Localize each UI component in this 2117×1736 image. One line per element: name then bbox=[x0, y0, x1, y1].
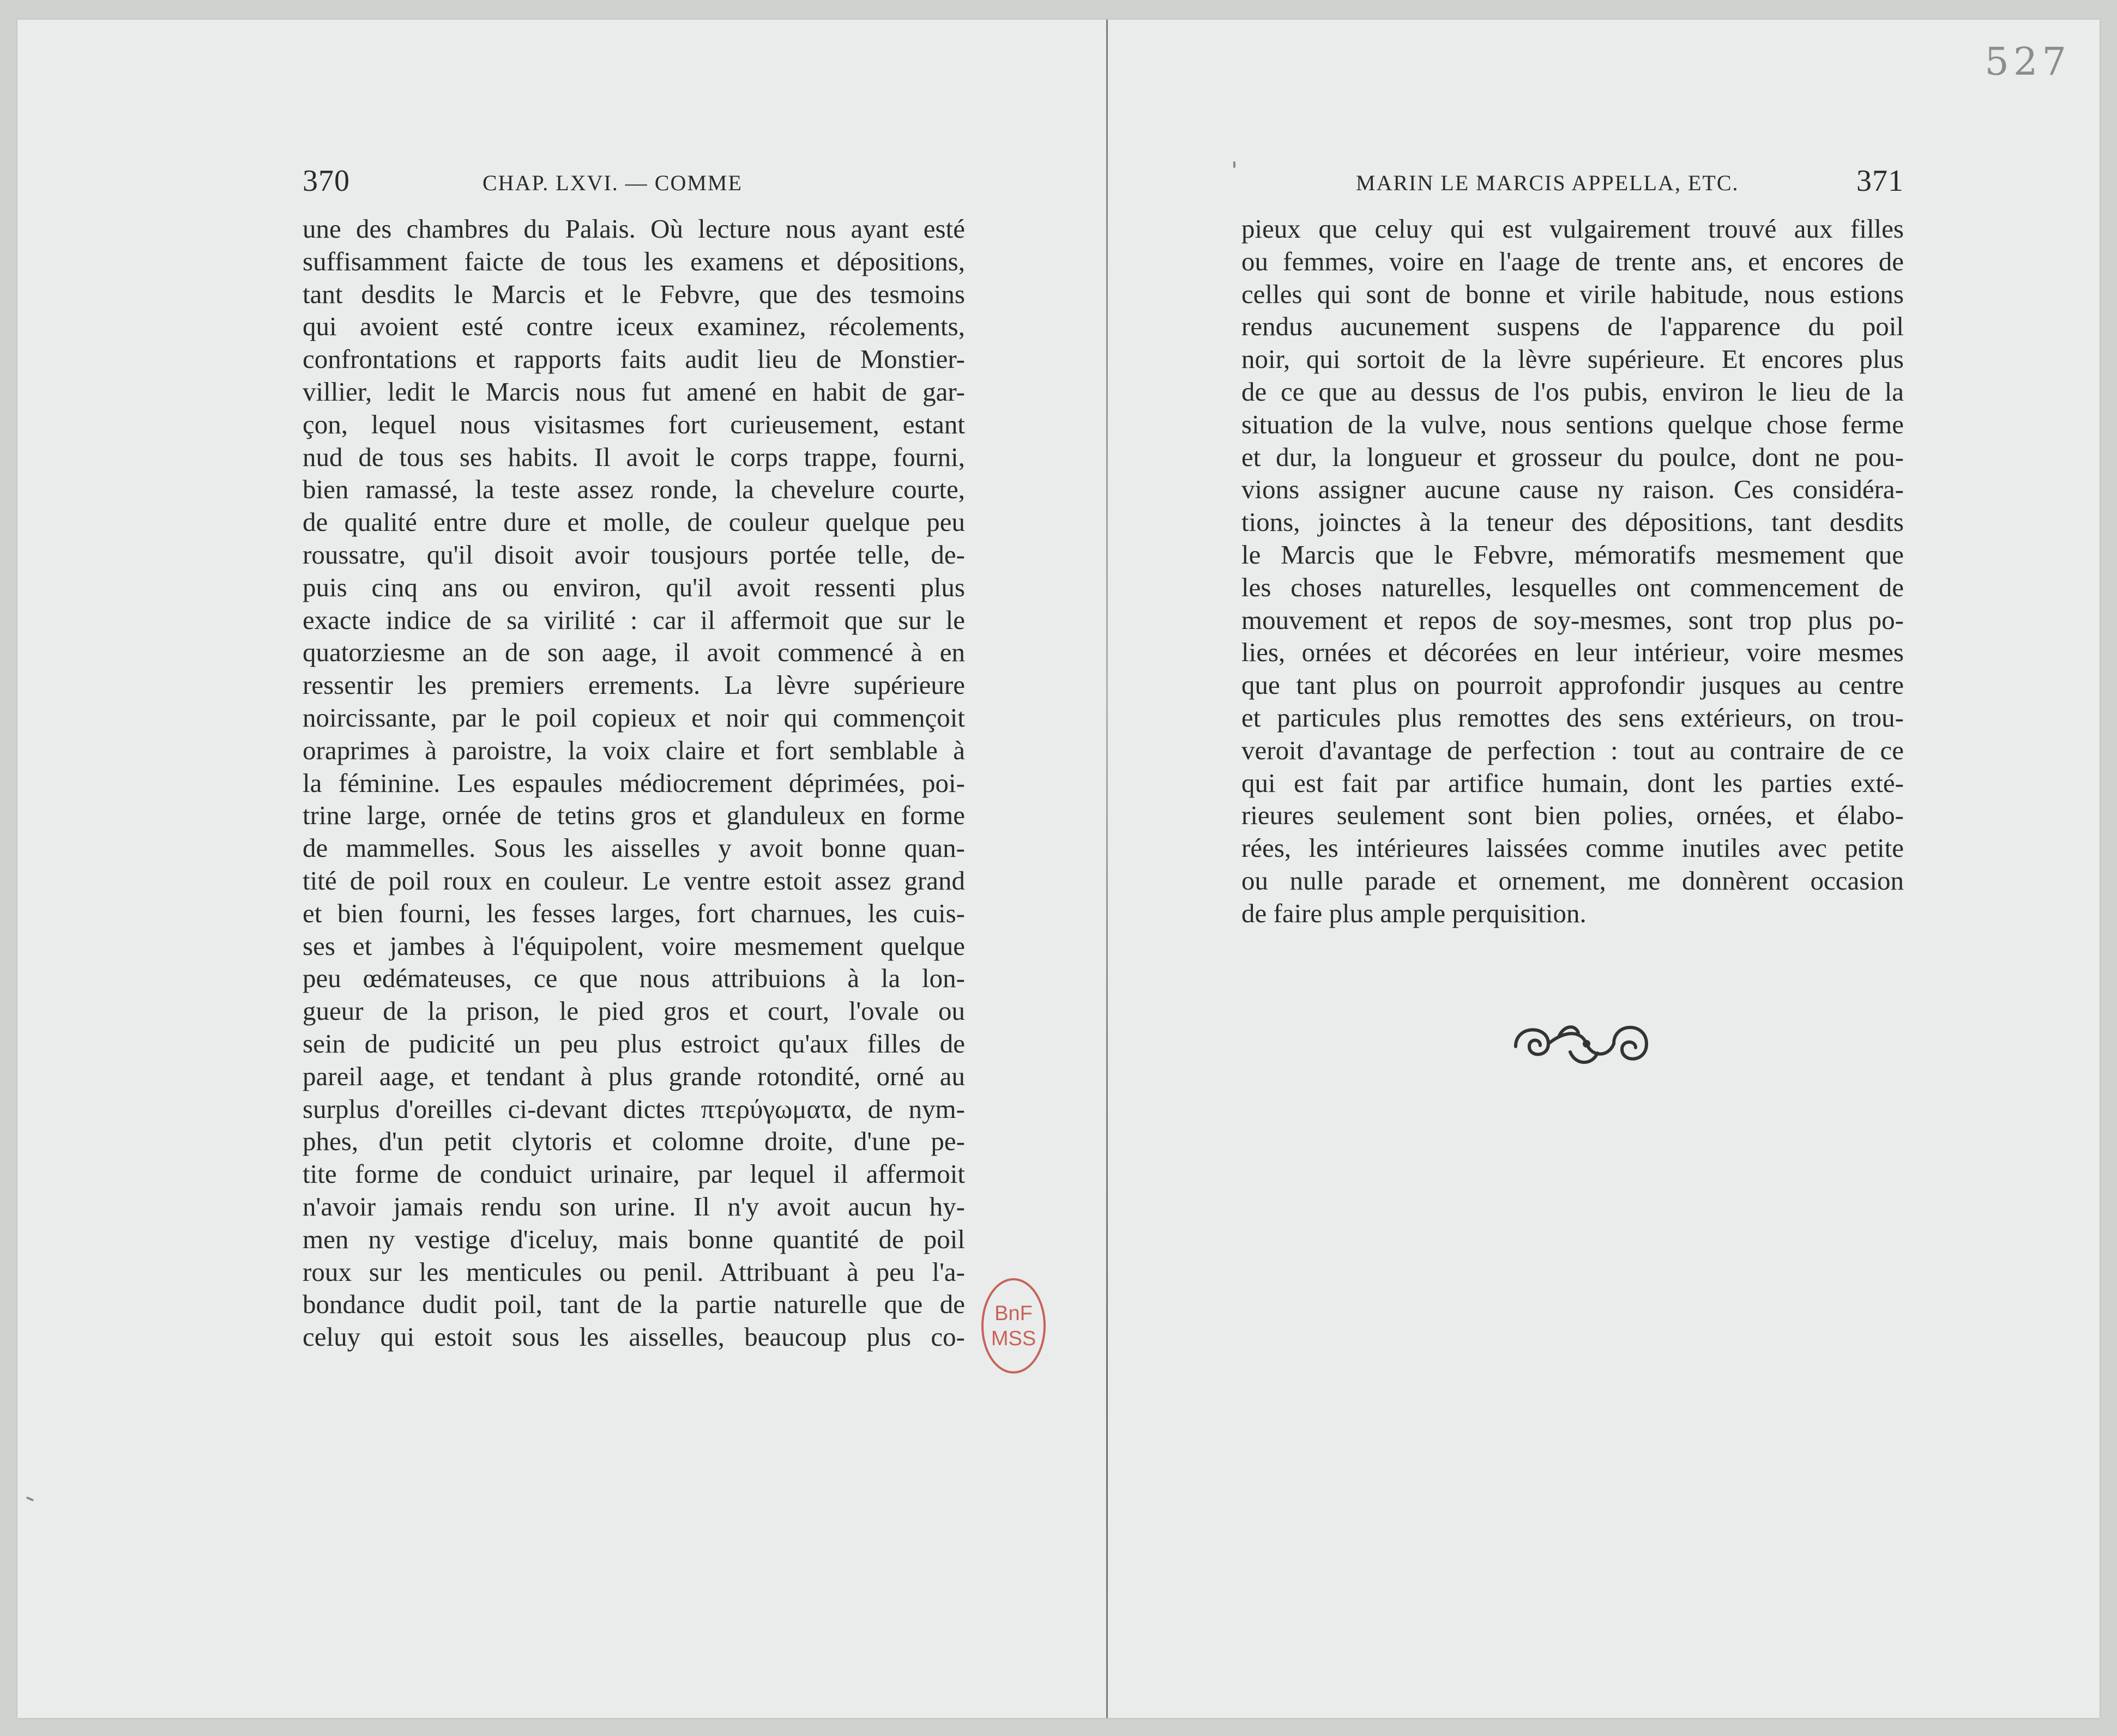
text-line: rendus aucunement suspens de l'apparence du poil bbox=[1241, 311, 1904, 342]
right-page-number: 371 bbox=[1856, 164, 1904, 198]
folio-number: 527 bbox=[1985, 39, 2071, 84]
text-line: lies, ornées et décorées en leur intérieur, voire mesmes bbox=[1241, 637, 1904, 668]
text-line: les choses naturelles, lesquelles ont commencement de bbox=[1241, 572, 1904, 602]
left-page-body bbox=[303, 213, 965, 1353]
text-line: de mammelles. Sous les aisselles y avoit bonne quan- bbox=[303, 833, 965, 863]
text-line: de qualité entre dure et molle, de couleur quelque peu bbox=[303, 507, 965, 537]
fleuron-ornament-icon bbox=[1505, 1014, 1657, 1074]
text-line: pieux que celuy qui est vulgairement trouvé aux filles bbox=[1241, 214, 1904, 244]
right-running-head-text: MARIN LE MARCIS APPELLA, ETC. bbox=[1356, 171, 1739, 195]
text-line: oraprimes à paroistre, la voix claire et fort semblable à bbox=[303, 735, 965, 765]
text-line: rées, les intérieures laissées comme inutiles avec petite bbox=[1241, 833, 1904, 863]
scan-speck bbox=[1233, 161, 1235, 168]
text-line: quatorziesme an de son aage, il avoit commencé à en bbox=[303, 637, 965, 668]
text-line: ressentir les premiers errements. La lèvre supérieure bbox=[303, 670, 965, 700]
text-line: sein de pudicité un peu plus estroict qu'aux filles de bbox=[303, 1028, 965, 1058]
right-page-body bbox=[1241, 213, 1904, 930]
text-line: tant desdits le Marcis et le Febvre, que des tesmoins bbox=[303, 279, 965, 309]
text-line: mouvement et repos de soy-mesmes, sont trop plus po- bbox=[1241, 604, 1904, 635]
text-line: roussatre, qu'il disoit avoir tousjours portée telle, de- bbox=[303, 539, 965, 570]
text-line: celuy qui estoit sous les aisselles, beaucoup plus co- bbox=[303, 1322, 965, 1352]
text-line: villier, ledit le Marcis nous fut amené en habit de gar- bbox=[303, 376, 965, 407]
text-line: tité de poil roux en couleur. Le ventre estoit assez grand bbox=[303, 865, 965, 896]
text-line: bondance dudit poil, tant de la partie naturelle que de bbox=[303, 1289, 965, 1320]
text-line: n'avoir jamais rendu son urine. Il n'y avoit aucun hy- bbox=[303, 1191, 965, 1221]
text-line: la féminine. Les espaules médiocrement déprimées, poi- bbox=[303, 767, 965, 798]
right-running-head bbox=[1241, 164, 1904, 213]
text-line: qui avoient esté contre iceux examinez, récolements, bbox=[303, 311, 965, 342]
left-page-number: 370 bbox=[303, 164, 350, 198]
text-line: celles qui sont de bonne et virile habitude, nous estions bbox=[1241, 279, 1904, 309]
stamp-line-2: MSS bbox=[991, 1327, 1036, 1350]
text-line: et dur, la longueur et grosseur du poulce, dont ne pou- bbox=[1241, 441, 1904, 472]
text-line: ou femmes, voire en l'aage de trente ans, et encores de bbox=[1241, 246, 1904, 276]
text-line: nud de tous ses habits. Il avoit le corps trappe, fourni, bbox=[303, 441, 965, 472]
text-line: phes, d'un petit clytoris et colomne droite, d'une pe- bbox=[303, 1126, 965, 1157]
text-line: confrontations et rapports faits audit lieu de Monstier- bbox=[303, 344, 965, 374]
bnf-library-stamp bbox=[981, 1278, 1046, 1374]
text-line: rieures seulement sont bien polies, ornées, et élabo- bbox=[1241, 800, 1904, 831]
text-line: puis cinq ans ou environ, qu'il avoit ressenti plus bbox=[303, 572, 965, 602]
text-line: veroit d'avantage de perfection : tout au contraire de ce bbox=[1241, 735, 1904, 765]
text-line: trine large, ornée de tetins gros et glanduleux en forme bbox=[303, 800, 965, 831]
text-line: tions, joinctes à la teneur des dépositions, tant desdits bbox=[1241, 507, 1904, 537]
text-line: surplus d'oreilles ci-devant dictes πτερύγωματα, de nym- bbox=[303, 1093, 965, 1124]
text-line: de faire plus ample perquisition. bbox=[1241, 898, 1587, 928]
left-running-head bbox=[303, 164, 965, 213]
text-line: et bien fourni, les fesses larges, fort charnues, les cuis- bbox=[303, 898, 965, 928]
text-line: qui est fait par artifice humain, dont les parties exté- bbox=[1241, 767, 1904, 798]
right-page bbox=[1241, 164, 1904, 930]
text-line: de ce que au dessus de l'os pubis, environ le lieu de la bbox=[1241, 376, 1904, 407]
text-line: suffisamment faicte de tous les examens et dépositions, bbox=[303, 246, 965, 276]
text-line: peu œdémateuses, ce que nous attribuions à la lon- bbox=[303, 963, 965, 994]
text-line: roux sur les menticules ou penil. Attribuant à peu l'a- bbox=[303, 1256, 965, 1287]
text-line: situation de la vulve, nous sentions quelque chose ferme bbox=[1241, 409, 1904, 439]
left-page bbox=[303, 164, 965, 1353]
text-line: exacte indice de sa virilité : car il affermoit que sur le bbox=[303, 604, 965, 635]
text-line: une des chambres du Palais. Où lecture nous ayant esté bbox=[303, 214, 965, 244]
text-line: que tant plus on pourroit approfondir jusques au centre bbox=[1241, 670, 1904, 700]
text-line: pareil aage, et tendant à plus grande rotondité, orné au bbox=[303, 1061, 965, 1091]
text-line: bien ramassé, la teste assez ronde, la chevelure courte, bbox=[303, 474, 965, 505]
text-line: tite forme de conduict urinaire, par lequel il affermoit bbox=[303, 1159, 965, 1189]
text-line: noircissante, par le poil copieux et noir qui commençoit bbox=[303, 702, 965, 733]
left-running-head-text: CHAP. LXVI. — COMME bbox=[482, 171, 743, 195]
page-fold-line bbox=[1106, 20, 1108, 1718]
text-line: vions assigner aucune cause ny raison. Ces considéra- bbox=[1241, 474, 1904, 505]
text-line: noir, qui sortoit de la lèvre supérieure. Et encores plus bbox=[1241, 344, 1904, 374]
text-line: ou nulle parade et ornement, me donnèrent occasion bbox=[1241, 865, 1904, 896]
text-line: gueur de la prison, le pied gros et court, l'ovale ou bbox=[303, 996, 965, 1026]
text-line: çon, lequel nous visitasmes fort curieusement, estant bbox=[303, 409, 965, 439]
stamp-line-1: BnF bbox=[994, 1302, 1033, 1325]
text-line: et particules plus remottes des sens extérieurs, on trou- bbox=[1241, 702, 1904, 733]
text-line: le Marcis que le Febvre, mémoratifs mesmement que bbox=[1241, 539, 1904, 570]
text-line: ses et jambes à l'équipolent, voire mesmement quelque bbox=[303, 930, 965, 961]
text-line: men ny vestige d'iceluy, mais bonne quantité de poil bbox=[303, 1224, 965, 1254]
